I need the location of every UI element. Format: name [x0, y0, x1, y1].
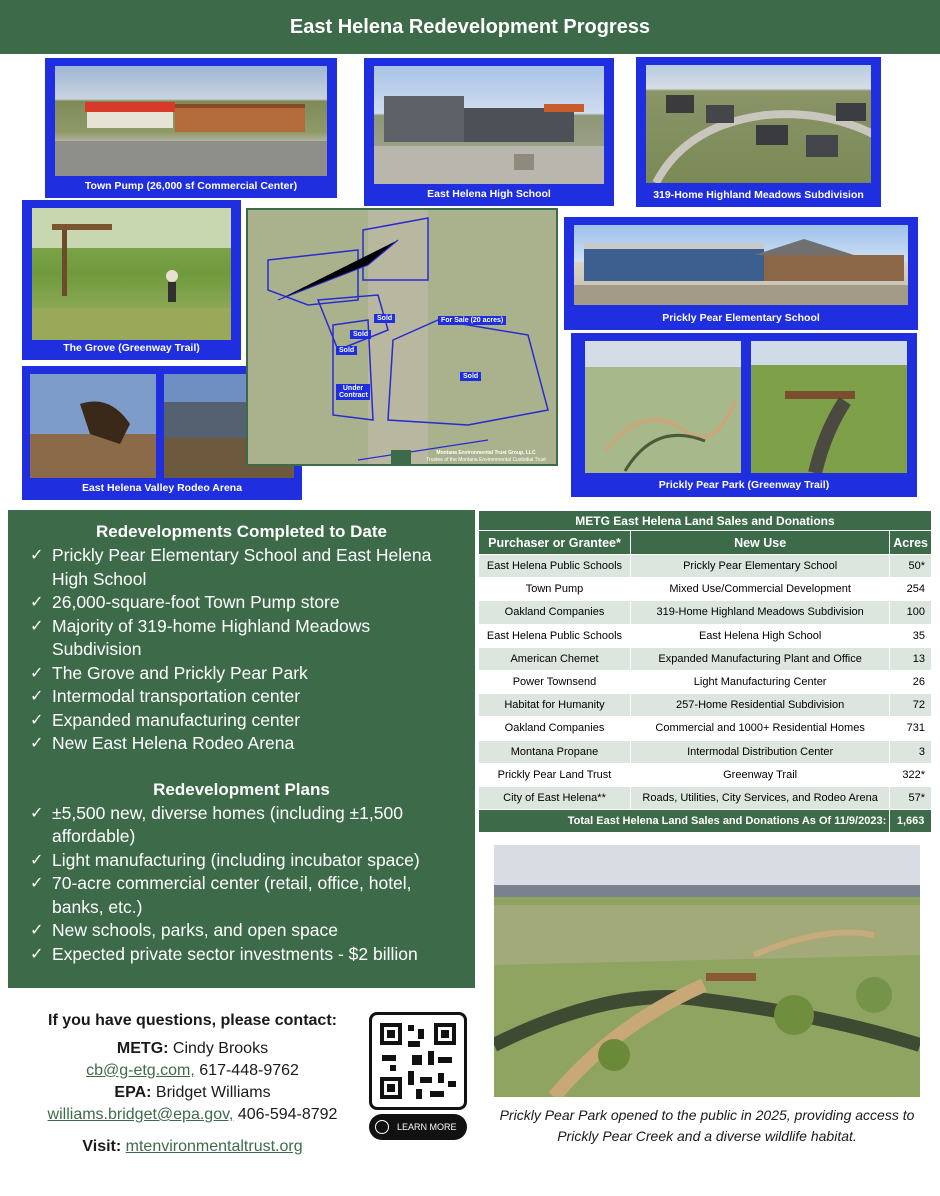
park-aerial-image	[494, 845, 920, 1097]
table-header: Acres	[890, 531, 932, 555]
list-item: ✓ 26,000-square-foot Town Pump store	[30, 591, 450, 615]
map-logo-text: Montana Environmental Trust Group, LLC Trustee of the Montana Environmental Custodial Trust	[426, 450, 546, 463]
map-tag-sold: Sold	[336, 346, 357, 355]
list-item: ✓ ±5,500 new, diverse homes (including ±1,500 affordable)	[30, 802, 450, 849]
contact-block	[20, 1010, 365, 1158]
table-total-label: Total East Helena Land Sales and Donations As Of 11/9/2023:	[479, 810, 890, 833]
table-cell-use: Intermodal Distribution Center	[631, 740, 890, 763]
caption-the-grove: The Grove (Greenway Trail)	[63, 342, 200, 354]
elementary-school-image	[574, 225, 908, 305]
qr-code[interactable]	[369, 1012, 467, 1110]
photo-town-pump	[45, 58, 337, 198]
table-row	[479, 624, 932, 647]
table-row	[479, 717, 932, 740]
grove-image	[32, 208, 231, 340]
epa-email-link[interactable]: williams.bridget@epa.gov,	[47, 1106, 234, 1123]
table-row	[479, 763, 932, 786]
map-tag-under-contract: Under Contract	[336, 384, 370, 400]
table-row	[479, 670, 932, 693]
table-cell-acres: 26	[890, 670, 932, 693]
table-cell-acres: 35	[890, 624, 932, 647]
contact-intro: If you have questions, please contact:	[48, 1012, 337, 1029]
table-header: Purchaser or Grantee*	[479, 531, 631, 555]
list-item: ✓ 70-acre commercial center (retail, office, hotel, banks, etc.)	[30, 872, 450, 919]
table-cell-acres: 3	[890, 740, 932, 763]
caption-rodeo-arena: East Helena Valley Rodeo Arena	[81, 482, 243, 494]
table-cell-acres: 72	[890, 694, 932, 717]
high-school-image	[374, 66, 604, 184]
qr-code-icon	[372, 1015, 464, 1107]
website-link[interactable]: mtenvironmentaltrust.org	[125, 1138, 303, 1155]
table-cell-use: Greenway Trail	[631, 763, 890, 786]
site-map	[246, 208, 558, 466]
table-row	[479, 694, 932, 717]
table-cell-grantee: Montana Propane	[479, 740, 631, 763]
table-total-value: 1,663	[890, 810, 932, 833]
list-item: ✓ Prickly Pear Elementary School and East Helena High School	[30, 544, 450, 591]
highland-meadows-image	[646, 65, 871, 183]
list-item: ✓ New East Helena Rodeo Arena	[30, 732, 450, 756]
caption-highland-meadows: 319-Home Highland Meadows Subdivision	[653, 189, 864, 201]
page-title: East Helena Redevelopment Progress	[0, 0, 940, 54]
table-cell-use: Commercial and 1000+ Residential Homes	[631, 717, 890, 740]
phone-icon	[375, 1120, 389, 1134]
table-cell-acres: 50*	[890, 555, 932, 578]
table-cell-use: Light Manufacturing Center	[631, 670, 890, 693]
list-item: ✓ Majority of 319-home Highland Meadows Subdivision	[30, 615, 450, 662]
learn-more-label: LEARN MORE	[397, 1122, 457, 1132]
photo-high-school	[364, 58, 614, 206]
table-cell-grantee: East Helena Public Schools	[479, 555, 631, 578]
table-cell-use: Prickly Pear Elementary School	[631, 555, 890, 578]
photo-highland-meadows	[636, 57, 881, 207]
table-cell-acres: 731	[890, 717, 932, 740]
table-cell-acres: 13	[890, 647, 932, 670]
map-image	[248, 210, 558, 466]
table-cell-acres: 100	[890, 601, 932, 624]
table-cell-grantee: City of East Helena**	[479, 786, 631, 809]
table-cell-grantee: American Chemet	[479, 647, 631, 670]
list-item: ✓ Intermodal transportation center	[30, 685, 450, 709]
map-tag-sold: Sold	[460, 372, 481, 381]
table-cell-acres: 57*	[890, 786, 932, 809]
photo-caption: Prickly Pear Park opened to the public in 2025, providing access to Prickly Pear Creek and a diverse wildlife habitat.	[499, 1107, 915, 1144]
land-sales-table	[478, 510, 932, 833]
list-item: ✓ Expected private sector investments - $2 billion	[30, 943, 450, 967]
table-cell-use: 319-Home Highland Meadows Subdivision	[631, 601, 890, 624]
plans-list	[30, 802, 450, 967]
town-pump-image	[55, 66, 327, 176]
metg-email-link[interactable]: cb@g-etg.com,	[86, 1062, 195, 1079]
table-cell-grantee: Oakland Companies	[479, 601, 631, 624]
table-row	[479, 786, 932, 809]
caption-prickly-pear-park: Prickly Pear Park (Greenway Trail)	[658, 479, 830, 491]
table-row	[479, 555, 932, 578]
epa-contact: williams.bridget@epa.gov, 406-594-8792	[47, 1106, 338, 1123]
table-cell-acres: 254	[890, 578, 932, 601]
map-tag-for-sale: For Sale (20 acres)	[438, 316, 506, 325]
metg-contact: cb@g-etg.com, 617-448-9762	[86, 1062, 299, 1079]
map-tag-sold: Sold	[350, 330, 371, 339]
prickly-pear-park-photo	[494, 845, 920, 1097]
photo-the-grove	[22, 200, 241, 360]
table-row	[479, 601, 932, 624]
list-item: ✓ The Grove and Prickly Pear Park	[30, 662, 450, 686]
table-header: New Use	[631, 531, 890, 555]
table-cell-use: Expanded Manufacturing Plant and Office	[631, 647, 890, 670]
caption-high-school: East Helena High School	[427, 188, 551, 200]
table-cell-use: 257-Home Residential Subdivision	[631, 694, 890, 717]
list-item: ✓ Expanded manufacturing center	[30, 709, 450, 733]
table-cell-grantee: Habitat for Humanity	[479, 694, 631, 717]
table-cell-use: Mixed Use/Commercial Development	[631, 578, 890, 601]
table-row	[479, 647, 932, 670]
table-cell-grantee: Power Townsend	[479, 670, 631, 693]
table-cell-grantee: Prickly Pear Land Trust	[479, 763, 631, 786]
map-tag-sold: Sold	[374, 314, 395, 323]
table-row	[479, 740, 932, 763]
visit-line: Visit: mtenvironmentaltrust.org	[82, 1138, 303, 1155]
table-cell-grantee: Oakland Companies	[479, 717, 631, 740]
caption-elementary-school: Prickly Pear Elementary School	[662, 312, 820, 324]
table-cell-use: East Helena High School	[631, 624, 890, 647]
prickly-park-image	[585, 341, 907, 473]
caption-town-pump: Town Pump (26,000 sf Commercial Center)	[84, 180, 298, 192]
table-cell-grantee: East Helena Public Schools	[479, 624, 631, 647]
completed-heading: Redevelopments Completed to Date	[96, 522, 387, 541]
epa-line: EPA: Bridget Williams	[114, 1084, 271, 1101]
table-cell-grantee: Town Pump	[479, 578, 631, 601]
table-cell-acres: 322*	[890, 763, 932, 786]
redevelopment-panel	[8, 510, 475, 988]
table-row	[479, 578, 932, 601]
metg-line: METG: Cindy Brooks	[116, 1040, 269, 1057]
photo-elementary-school	[564, 217, 918, 330]
list-item: ✓ Light manufacturing (including incubator space)	[30, 849, 450, 873]
plans-heading: Redevelopment Plans	[153, 779, 330, 799]
qr-code-block[interactable]	[369, 1012, 467, 1140]
photo-prickly-pear-park	[571, 333, 917, 497]
learn-more-button[interactable]	[369, 1114, 467, 1140]
table-cell-use: Roads, Utilities, City Services, and Rodeo Arena	[631, 786, 890, 809]
completed-list	[30, 544, 450, 756]
list-item: ✓ New schools, parks, and open space	[30, 919, 450, 943]
table-title: METG East Helena Land Sales and Donations	[479, 511, 932, 531]
